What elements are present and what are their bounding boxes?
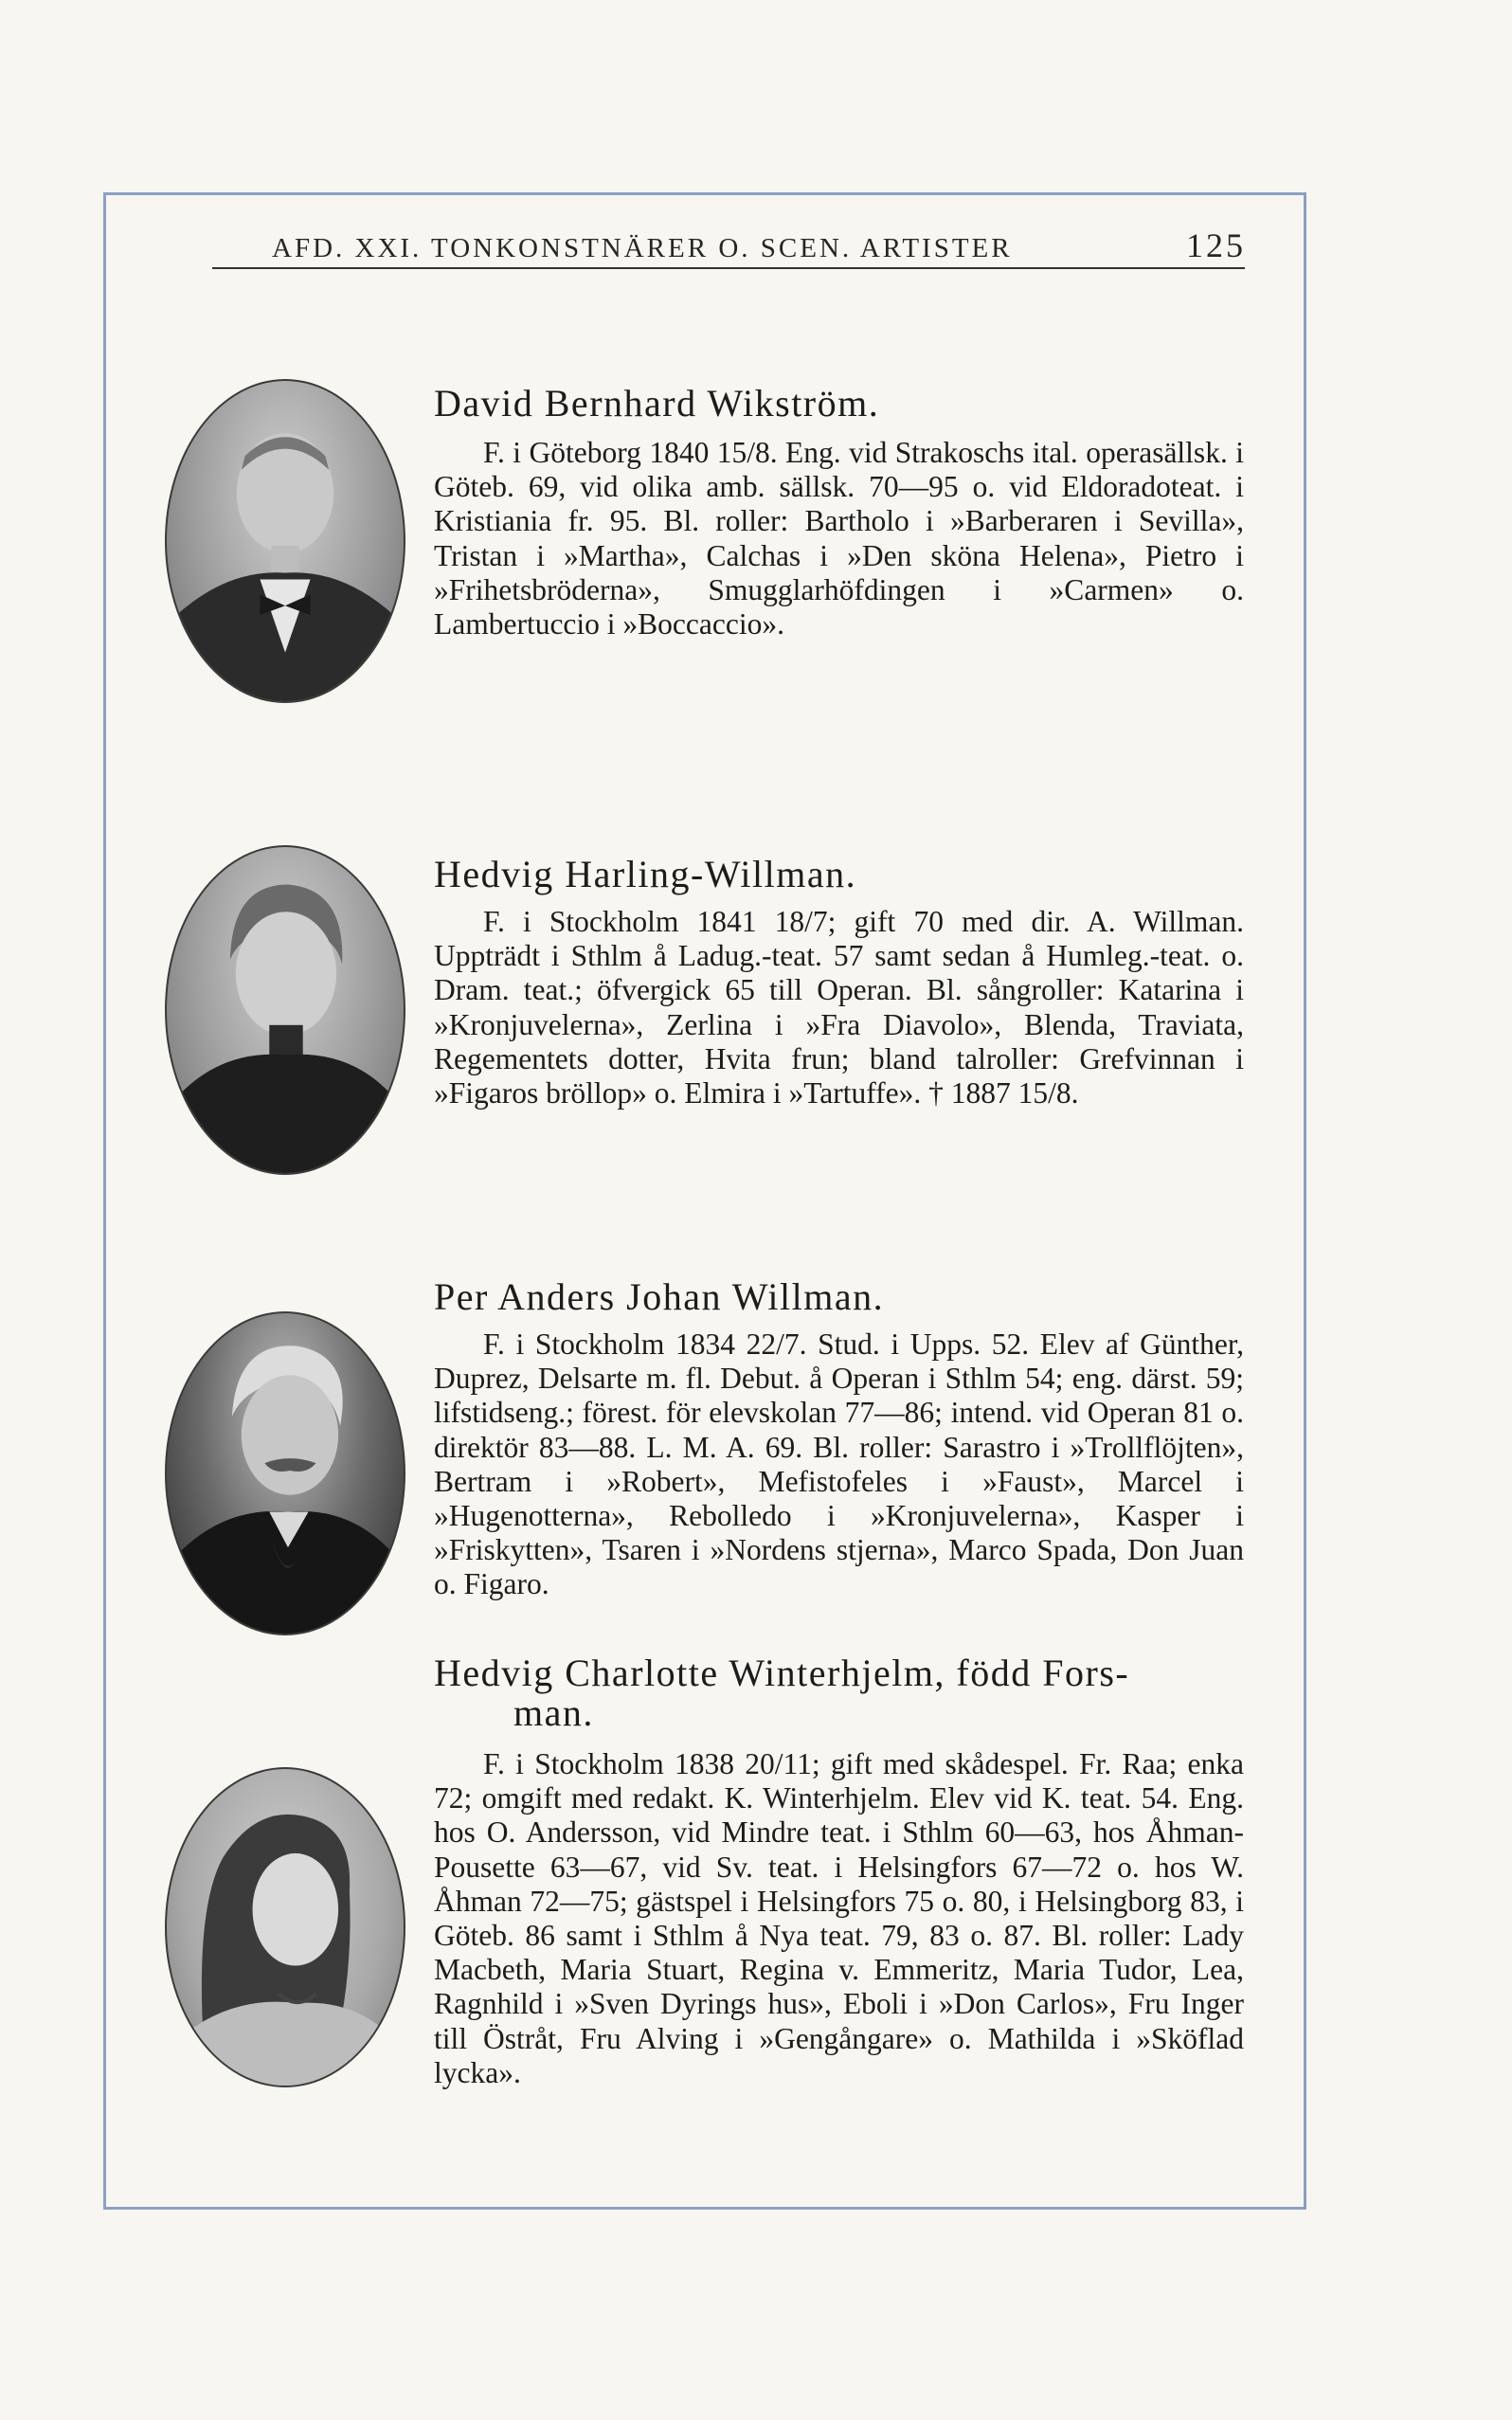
running-header	[272, 226, 1246, 271]
portrait-harling-willman	[165, 845, 405, 1175]
entry-text: F. i Stockholm 1841 18/7; gift 70 med dir. A. Willman. Uppträdt i Sthlm å Ladug.-teat. 57 samt sedan å Humleg.-teat. o. Dram. teat.; öfvergick 65 till Operan. Bl. sångroller: Katarina i »Kronjuvelerna», Zerlina i »Fra Diavolo», Blenda, Traviata, Regementets dotter, Hvita frun; bland talroller: Grefvinnan i »Figaros bröllop» o. Elmira i »Tartuffe». † 1887 15/8.	[434, 905, 1244, 1111]
entry-text: F. i Göteborg 1840 15/8. Eng. vid Strakoschs ital. operasällsk. i Göteb. 69, vid olika amb. sällsk. 70—95 o. vid Eldoradoteat. i Kristiania fr. 95. Bl. roller: Bartholo i »Barberaren i Sevilla», Tristan i »Martha», Calchas i »Den sköna Helena», Pietro i »Frihetsbröderna», Smugglarhöfdingen i »Carmen» o. Lambertuccio i »Boccaccio».	[434, 436, 1244, 641]
header-title: AFD. XXI. TONKONSTNÄRER O. SCEN. ARTISTER	[272, 233, 1013, 263]
portrait-per-willman	[165, 1311, 405, 1635]
entry-name: Hedvig Harling-Willman.	[434, 853, 857, 895]
portrait-winterhjelm	[165, 1767, 405, 2087]
entry-name-line1: Hedvig Charlotte Winterhjelm, född Fors-	[434, 1652, 1130, 1694]
entry-name	[434, 1653, 1129, 1733]
entry-name: David Bernhard Wikström.	[434, 382, 880, 424]
page-number: 125	[1186, 226, 1246, 264]
header-rule	[212, 267, 1245, 269]
entry-text: F. i Stockholm 1834 22/7. Stud. i Upps. 52. Elev af Günther, Duprez, Delsarte m. fl. Debut. å Operan i Sthlm 54; eng. därst. 59; lifstidseng.; förest. för elevskolan 77—86; intend. vid Operan 81 o. direktör 83—88. L. M. A. 69. Bl. roller: Sarastro i »Trollflöjten», Bertram i »Robert», Mefistofeles i »Faust», Marcel i »Hugenotterna», Rebolledo i »Kronjuvelerna», Kasper i »Friskytten», Tsaren i »Nordens stjerna», Marco Spada, Don Juan o. Figaro.	[434, 1327, 1244, 1601]
portrait-wikstrom	[165, 379, 405, 703]
entry-name-line2: man.	[513, 1691, 594, 1734]
entry-name: Per Anders Johan Willman.	[434, 1275, 885, 1318]
entry-text: F. i Stockholm 1838 20/11; gift med skådespel. Fr. Raa; enka 72; omgift med redakt. K. Winterhjelm. Elev vid K. teat. 54. Eng. hos O. Andersson, vid Mindre teat. i Sthlm 60—63, hos Åhman-Pousette 63—67, vid Sv. teat. i Helsingfors 67—72 o. hos W. Åhman 72—75; gästspel i Helsingfors 75 o. 80, i Helsingborg 83, i Göteb. 86 samt i Sthlm å Nya teat. 79, 83 o. 87. Bl. roller: Lady Macbeth, Maria Stuart, Regina v. Emmeritz, Maria Tudor, Lea, Ragnhild i »Sven Dyrings hus», Eboli i »Don Carlos», Fru Inger till Östråt, Fru Alving i »Gengångare» o. Mathilda i »Sköflad lycka».	[434, 1747, 1244, 2089]
